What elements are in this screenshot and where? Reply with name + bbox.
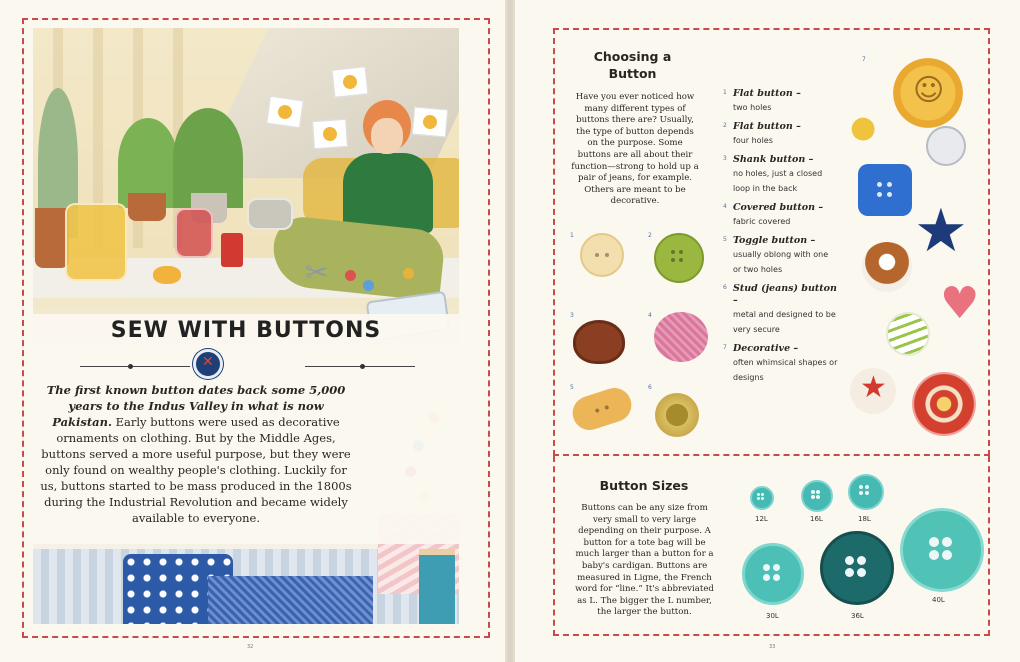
divider-dot <box>128 364 133 369</box>
loose-button <box>403 268 414 279</box>
list-item <box>723 154 838 196</box>
type-name: Stud (jeans) button – <box>733 283 837 306</box>
scissors-icon: ✂ <box>305 256 329 289</box>
intro-body: Early buttons were used as decorative ornaments on clothing. But by the Middle Ages, buttons served a more useful purpose, but they were only found on wealthy people's clothing. Luckily for us, buttons started to be mass produced in the 1800s during the Industrial Revolution and became widely available to everyone. <box>40 415 352 525</box>
button-types-list <box>723 88 838 391</box>
type-desc: four holes <box>733 136 773 145</box>
item-number: 5 <box>723 236 727 243</box>
pudding-button-icon <box>862 242 912 292</box>
button-ornament-icon <box>193 349 223 379</box>
type-name: Flat button – <box>733 88 801 99</box>
flat-button-two-holes <box>580 233 624 277</box>
type-desc: fabric covered <box>733 217 791 226</box>
loose-button <box>345 270 356 281</box>
size-label: 16L <box>810 515 823 523</box>
choosing-body: Have you ever noticed how many different types of buttons there are? Usually, the type of button depends on the purpose. Some buttons are all about their function—strong to hold up a pair of jeans, for example. Others are meant to be decorative. <box>571 92 699 207</box>
item-number: 7 <box>723 344 727 351</box>
intro-lead: The first known button dates back some 5,000 years to the Indus Valley in what is now Pakistan. <box>46 383 346 429</box>
shank-button <box>573 320 625 364</box>
page-number: 32 <box>247 644 254 650</box>
hanging-photo <box>266 96 304 128</box>
sizes-body: Buttons can be any size from very small to very large depending on their purpose. A button for a tote bag will be much larger than a button for a baby's cardigan. Buttons are measured in Ligne, the French word for “line.” It's abbreviated as L. The bigger the L number, the larger the button. <box>575 503 714 618</box>
sun-button-icon <box>893 58 963 128</box>
example-number: 6 <box>648 384 652 391</box>
button-jar <box>175 208 213 258</box>
thread-spool <box>419 549 455 624</box>
item-number: 2 <box>723 122 727 129</box>
item-number: 3 <box>723 155 727 162</box>
type-name: Decorative – <box>733 343 799 354</box>
type-desc: metal and designed to be very secure <box>733 310 836 334</box>
list-item <box>723 235 838 277</box>
list-item <box>723 88 838 115</box>
size-button-40l <box>900 508 984 592</box>
blue-mesh-fabric <box>208 576 373 624</box>
loose-button <box>363 280 374 291</box>
flat-button-four-holes <box>654 233 704 283</box>
size-label: 30L <box>766 612 779 620</box>
covered-button <box>654 312 708 362</box>
type-name: Flat button – <box>733 121 801 132</box>
example-number: 5 <box>570 384 574 391</box>
type-desc: usually oblong with one or two holes <box>733 250 829 274</box>
girl-face <box>371 118 403 154</box>
star-silver-button-icon <box>926 126 966 166</box>
navy-star-button-icon: ★ <box>914 196 968 266</box>
example-number: 1 <box>570 232 574 239</box>
hanging-photo <box>412 107 448 138</box>
type-desc: no holes, just a closed loop in the back <box>733 169 823 193</box>
duck-button-icon: ● <box>850 110 877 145</box>
heart-button-icon: ♥ <box>940 278 980 329</box>
loose-button <box>153 266 181 284</box>
size-button-16l <box>801 480 833 512</box>
size-label: 36L <box>851 612 864 620</box>
divider-line <box>80 366 190 367</box>
item-number: 6 <box>723 284 727 291</box>
example-number: 3 <box>570 312 574 319</box>
stud-button <box>655 393 699 437</box>
list-item <box>723 283 838 337</box>
size-label: 12L <box>755 515 768 523</box>
thread-spool <box>221 233 243 267</box>
size-button-30l <box>742 543 804 605</box>
example-number: 2 <box>648 232 652 239</box>
list-item <box>723 202 838 229</box>
button-box <box>247 198 293 230</box>
zigzag-button-icon <box>886 312 930 356</box>
divider-dot <box>360 364 365 369</box>
item-number: 4 <box>723 203 727 210</box>
girl-figure <box>343 153 433 233</box>
size-button-18l <box>848 474 884 510</box>
button-jar <box>65 203 127 281</box>
hanging-photo <box>312 119 348 149</box>
page-number: 33 <box>769 644 776 650</box>
page-heading: SEW WITH BUTTONS <box>110 318 382 343</box>
example-number: 7 <box>862 56 866 63</box>
type-name: Shank button – <box>733 154 814 165</box>
size-button-36l <box>820 531 894 605</box>
choosing-title: Choosing a Button <box>593 49 672 81</box>
red-star-icon: ★ <box>860 370 887 405</box>
plant-pot <box>35 208 69 268</box>
type-desc: two holes <box>733 103 772 112</box>
intro-text <box>38 382 354 526</box>
flower-button-icon <box>912 372 976 436</box>
item-number: 1 <box>723 89 727 96</box>
size-label: 18L <box>858 515 871 523</box>
list-item <box>723 121 838 148</box>
hanging-photo <box>332 66 369 97</box>
size-label: 40L <box>932 596 945 604</box>
example-number: 4 <box>648 312 652 319</box>
type-name: Covered button – <box>733 202 824 213</box>
list-item <box>723 343 838 385</box>
book-gutter <box>505 0 515 662</box>
type-name: Toggle button – <box>733 235 816 246</box>
plant-pot <box>128 193 166 221</box>
sizes-title: Button Sizes <box>599 478 689 493</box>
square-blue-button-icon <box>858 164 912 216</box>
size-button-12l <box>750 486 774 510</box>
type-desc: often whimsical shapes or designs <box>733 358 838 382</box>
